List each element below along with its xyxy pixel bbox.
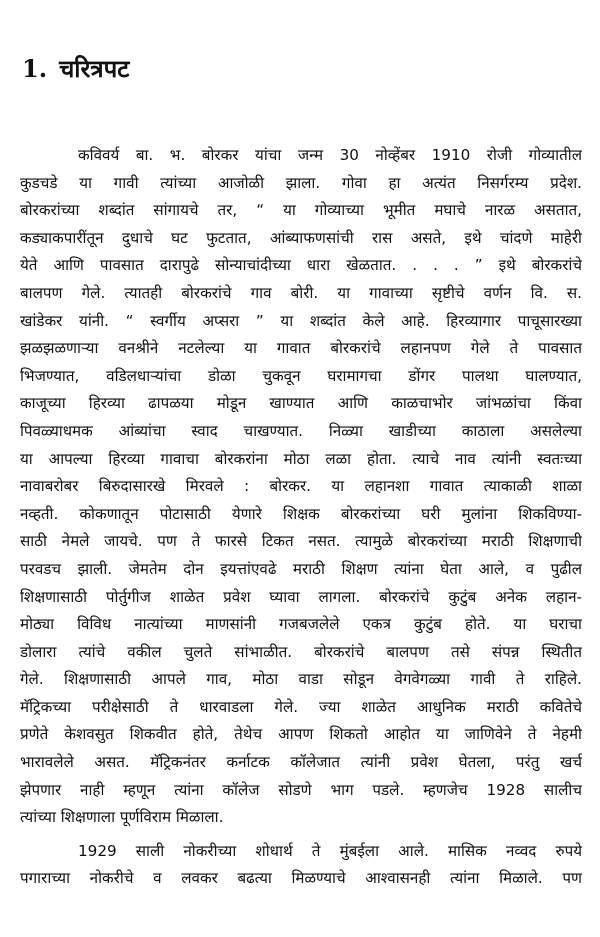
text-line: कविवर्य बा. भ. बोरकर यांचा जन्म 30 नोव्हेंबर 1910 रोजी गोव्यातील bbox=[78, 146, 582, 164]
text-line: डोलारा त्यांचे वकील चुलते सांभाळीत. बोरकरांचे बालपण तसे संपन्न स्थितीत bbox=[20, 642, 582, 661]
text-line: खांडेकर यांनी. “ स्वर्गीय अप्सरा ” या शब्दांत केले आहे. हिरव्यागार पाचूसारख्या bbox=[20, 311, 582, 330]
chapter-title: चरित्रपट bbox=[59, 55, 130, 83]
text-line: पगाराच्या नोकरीचे व लवकर बढत्या मिळण्याचे आश्वासनही त्यांना मिळाले. पण bbox=[20, 869, 582, 888]
text-line: प्रणेते केशवसुत शिकवीत होते, तेथेच आपण शिकतो आहोत या जाणिवेने ते नेहमी bbox=[20, 725, 582, 744]
text-line: झेपणार नाही म्हणून त्यांना कॉलेज सोडणे भाग पडले. म्हणजेच 1928 सालीच bbox=[20, 780, 582, 799]
text-line: या आपल्या हिरव्या गावाचा बोरकरांना मोठा लळा होता. त्याचे नाव त्यांनी स्वतःच्या bbox=[20, 449, 582, 468]
text-line: बालपण गेले. त्यातही बोरकरांचे गाव बोरी. या गावाच्या सृष्टीचे वर्णन वि. स. bbox=[20, 283, 582, 302]
text-line: गेले. शिक्षणासाठी आपले गाव, मोठा वाडा सोडून वेगवेगळ्या गावी ते राहिले. bbox=[20, 670, 582, 689]
paragraph-1 bbox=[20, 142, 582, 832]
text-line: कुडचडे या गावी त्यांच्या आजोळी झाला. गोवा हा अत्यंत निसर्गरम्य प्रदेश. bbox=[20, 173, 582, 192]
chapter-heading bbox=[22, 52, 129, 86]
paragraph-2 bbox=[20, 838, 582, 893]
text-line: भारावलेले असत. मॅट्रिकनंतर कर्नाटक कॉलेजात त्यांनी प्रवेश घेतला, परंतु खर्च bbox=[20, 753, 582, 772]
text-line: नव्हती. कोकणातून पोटासाठी येणारे शिक्षक बोरकरांच्या घरी मुलांना शिकविण्या- bbox=[20, 504, 582, 523]
text-line: मॅट्रिकच्या परीक्षेसाठी ते धारवाडला गेले. ज्या शाळेत आधुनिक मराठी कवितेचे bbox=[20, 697, 582, 716]
text-line: बोरकरांच्या शब्दांत सांगायचे तर, “ या गोव्याच्या भूमीत मघाचे नारळ असतात, bbox=[20, 201, 582, 220]
text-line: भिजण्यात, वडिलधाऱ्यांचा डोळा चुकवून घरामागचा डोंगर पालथा घालण्यात, bbox=[20, 366, 582, 385]
chapter-number: 1. bbox=[22, 54, 48, 83]
chapter-body bbox=[20, 142, 582, 893]
text-line: 1929 साली नोकरीच्या शोधार्थ ते मुंबईला आले. मासिक नव्वद रुपये bbox=[78, 841, 582, 860]
text-line: परवडच झाली. जेमतेम दोन इयत्तांएवढे मराठी शिक्षण त्यांना घेता आले, व पुढील bbox=[20, 559, 582, 578]
text-line: शिक्षणासाठी पोर्तुगीज शाळेत प्रवेश घ्यावा लागला. बोरकरांचे कुटुंब अनेक लहान- bbox=[20, 587, 582, 606]
text-line: त्यांच्या शिक्षणाला पूर्णविराम मिळाला. bbox=[20, 808, 224, 827]
text-line: मोठ्या विविध नात्यांच्या माणसांनी गजबजलेले एकत्र कुटुंब होते. या घराचा bbox=[20, 615, 582, 634]
text-line: काजूच्या हिरव्या ढापळया मोडून खाण्यात आणि काळचाभोर जांभळांचा किंवा bbox=[20, 394, 582, 413]
text-line: येते आणि पावसात दारापुढे सोन्याचांदीच्या धारा खेळतात. . . . ” इथे बोरकरांचे bbox=[20, 256, 582, 275]
text-line: पिवळ्याधमक आंब्यांचा स्वाद चाखण्यात. निळ्या खाडीच्या काठाला असलेल्या bbox=[20, 421, 582, 440]
text-line: साठी नेमले जायचे. पण ते फारसे टिकत नसत. त्यामुळे बोरकरांच्या मराठी शिक्षणाची bbox=[20, 532, 582, 551]
text-line: झळझळणाऱ्या वनश्रीने नटलेल्या या गावात बोरकरांचे लहानपण गेले ते पावसात bbox=[20, 339, 582, 358]
text-line: नावाबरोबर बिरुदासारखे मिरवले : बोरकर. या लहानशा गावात त्याकाळी शाळा bbox=[20, 477, 582, 496]
text-line: कड्याकपारींतून दुधाचे घट फुटतात, आंब्याफणसांची रास असते, इथे चांदणे माहेरी bbox=[20, 228, 582, 247]
